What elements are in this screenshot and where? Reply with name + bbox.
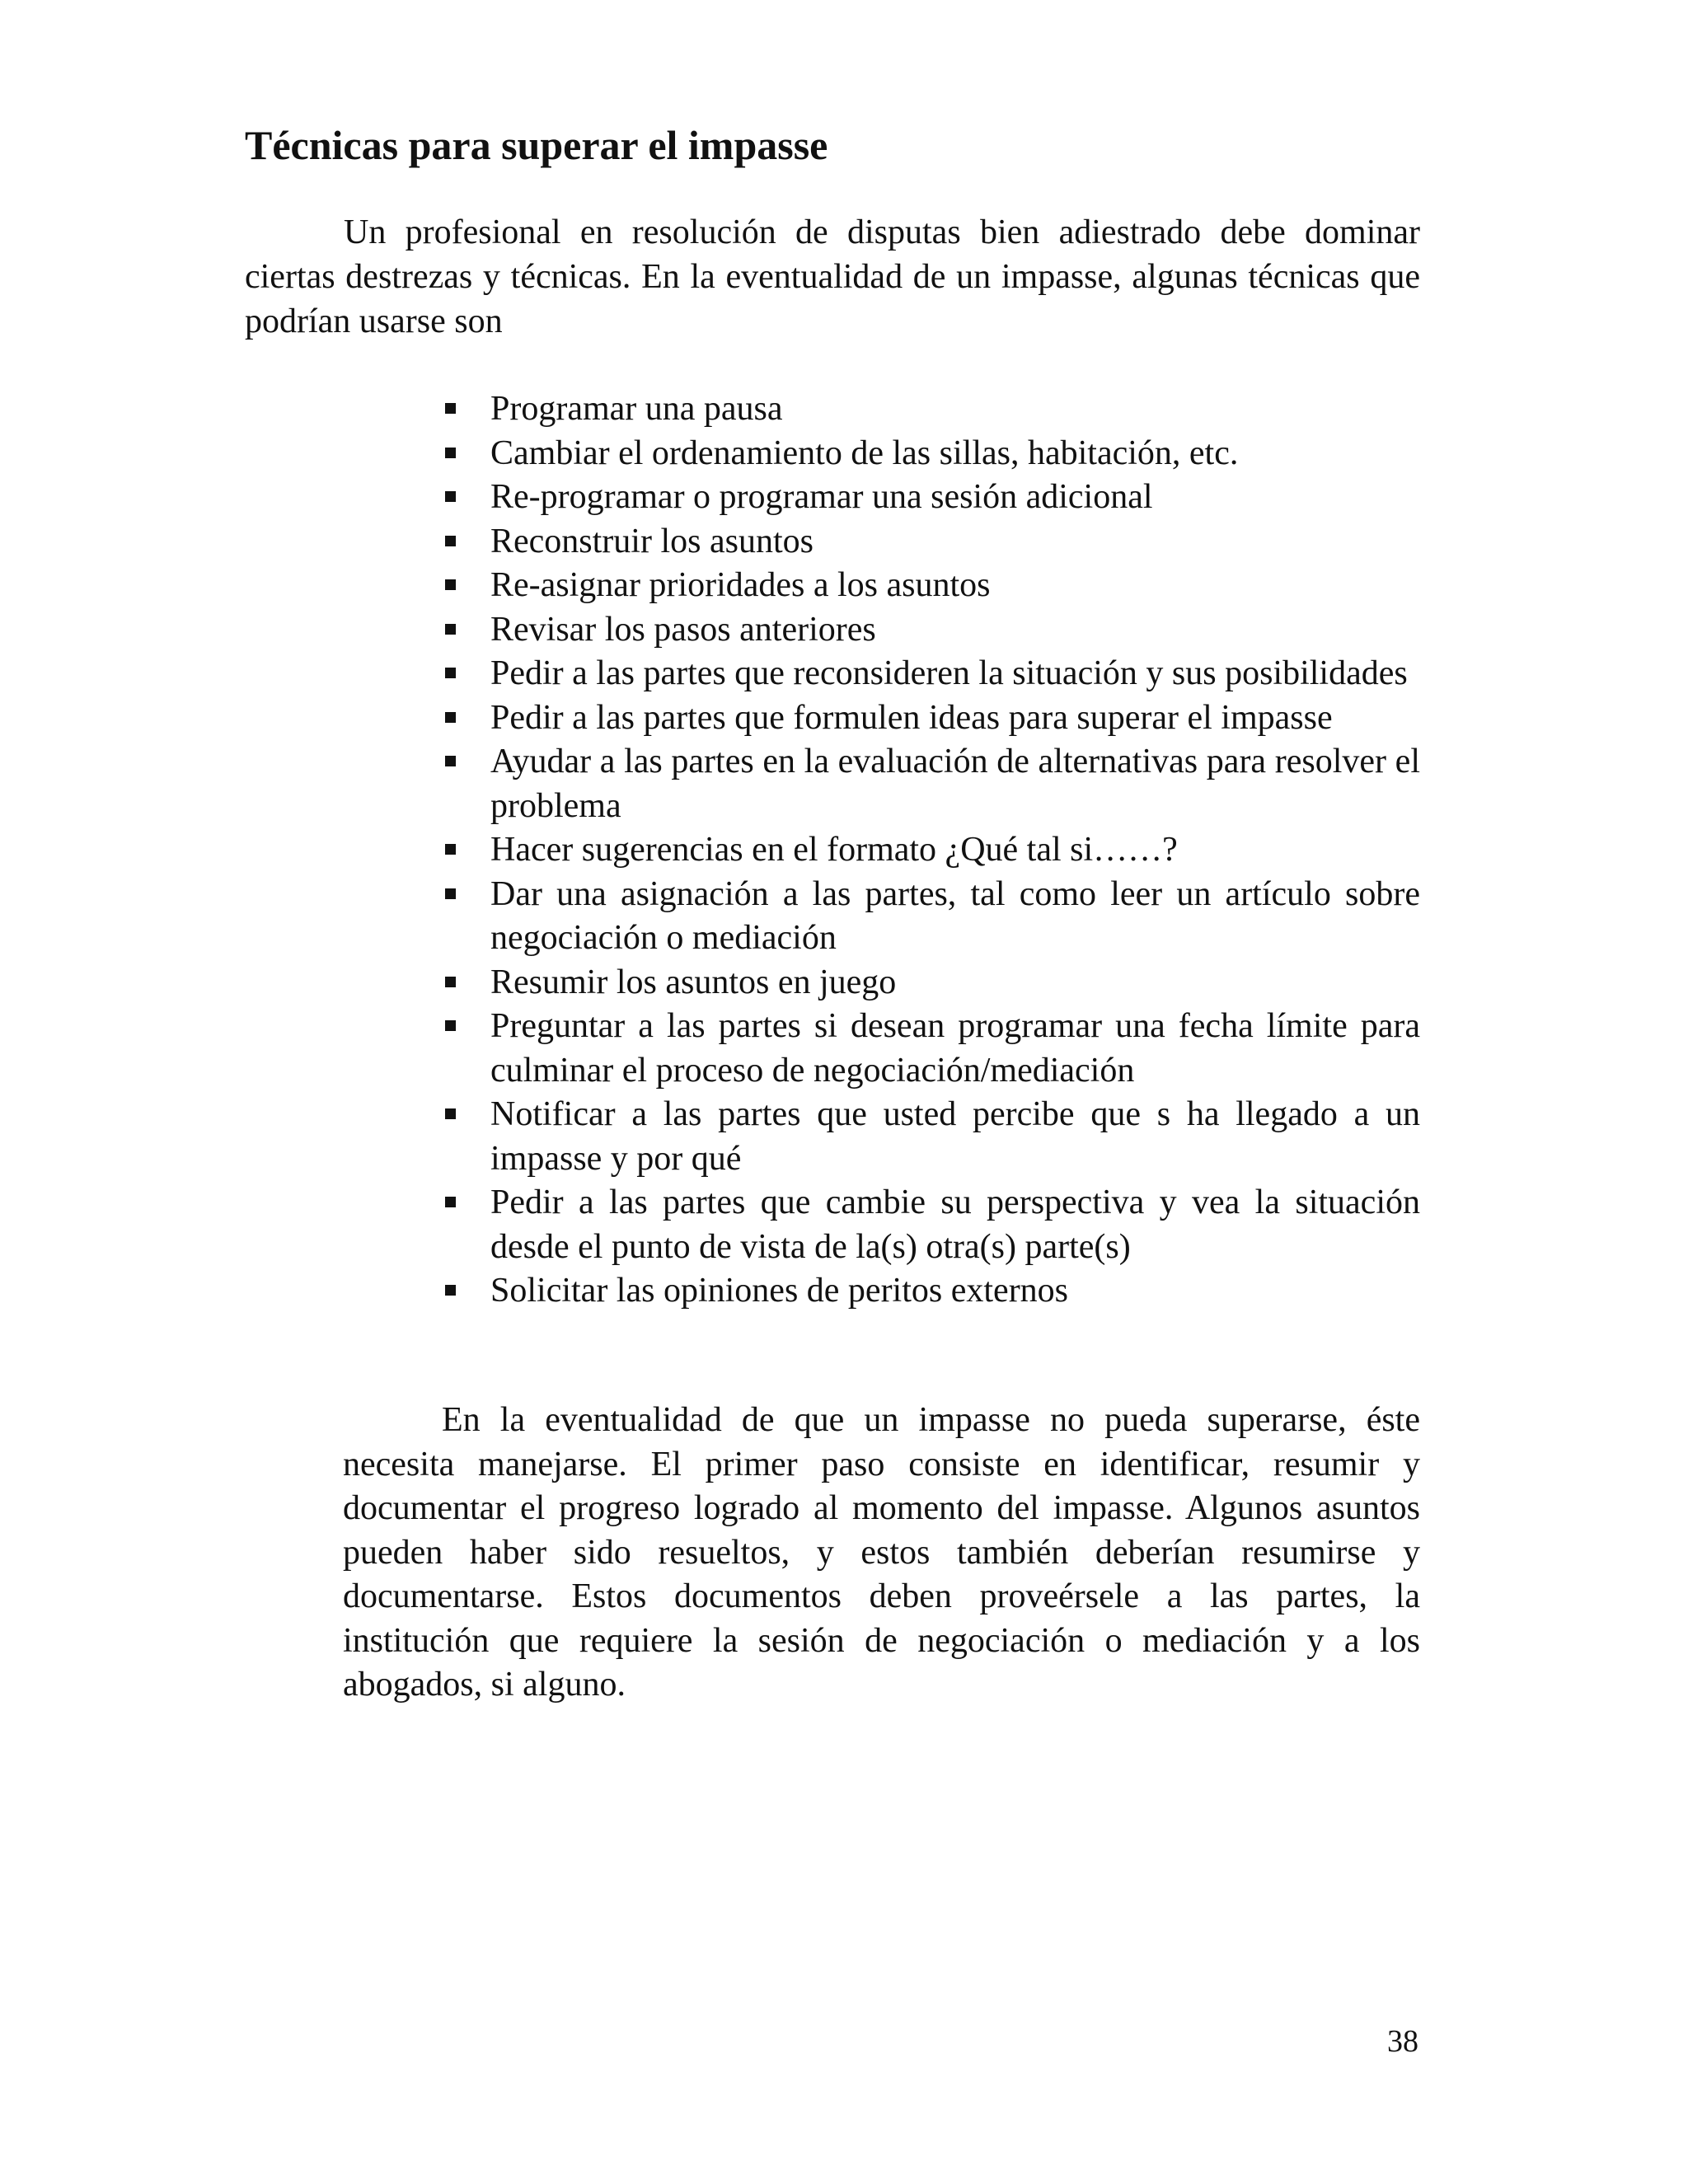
list-item-text: Hacer sugerencias en el formato ¿Qué tal si……? [490,831,1178,869]
list-item-text: Pedir a las partes que formulen ideas para superar el impasse [490,698,1333,737]
page-number: 38 [1387,2024,1418,2059]
list-item [437,432,1420,476]
list-item [437,652,1420,696]
section-title: Técnicas para superar el impasse [245,122,828,168]
square-bullet-icon [445,403,456,414]
list-item-text: Pedir a las partes que reconsideren la situación y sus posibilidades [490,654,1408,692]
list-item-text: Reconstruir los asuntos [490,522,814,560]
square-bullet-icon [445,448,456,458]
list-item-text: Notificar a las partes que usted percibe que s ha llegado a un impasse y por qué [490,1095,1420,1178]
list-item-text: Solicitar las opiniones de peritos externos [490,1272,1069,1310]
list-item-text: Dar una asignación a las partes, tal como leer un artículo sobre negociación o mediación [490,874,1420,957]
list-item-text: Programar una pausa [490,390,783,428]
list-item-text: Ayudar a las partes en la evaluación de alternativas para resolver el problema [490,743,1420,825]
list-item [437,1093,1420,1181]
list-item [437,564,1420,608]
list-item [437,961,1420,1005]
list-item-text: Cambiar el ordenamiento de las sillas, habitación, etc. [490,434,1239,472]
list-item [437,1005,1420,1093]
square-bullet-icon [445,1020,456,1031]
list-item [437,387,1420,432]
square-bullet-icon [445,977,456,987]
square-bullet-icon [445,888,456,899]
techniques-list [437,387,1420,1314]
square-bullet-icon [445,1197,456,1207]
list-item [437,873,1420,961]
square-bullet-icon [445,668,456,678]
list-item-text: Resumir los asuntos en juego [490,963,897,1001]
list-item [437,608,1420,653]
list-item-text: Re-asignar prioridades a los asuntos [490,566,991,604]
square-bullet-icon [445,579,456,590]
square-bullet-icon [445,844,456,855]
list-item [437,476,1420,520]
intro-paragraph: Un profesional en resolución de disputas bien adiestrado debe dominar ciertas destrezas y técnicas. En la eventualidad de un impasse, algunas técnicas que podrían usarse son [245,213,1420,340]
list-item [437,1269,1420,1314]
list-item-text: Preguntar a las partes si desean programar una fecha límite para culminar el proceso de negociación/mediación [490,1007,1420,1090]
list-item-text: Re-programar o programar una sesión adicional [490,478,1153,516]
list-item [437,520,1420,565]
square-bullet-icon [445,712,456,723]
square-bullet-icon [445,1108,456,1119]
list-item-text: Revisar los pasos anteriores [490,610,876,649]
list-item [437,1181,1420,1269]
square-bullet-icon [445,624,456,635]
list-item [437,740,1420,828]
square-bullet-icon [445,491,456,502]
list-item-text: Pedir a las partes que cambie su perspectiva y vea la situación desde el punto de vista de la(s) otra(s) parte(s) [490,1183,1420,1266]
square-bullet-icon [445,1285,456,1296]
square-bullet-icon [445,756,456,766]
list-item [437,828,1420,873]
list-item [437,696,1420,741]
closing-paragraph: En la eventualidad de que un impasse no pueda superarse, éste necesita manejarse. El primer paso consiste en identificar, resumir y documentar el progreso logrado al momento del impasse. Algunos asuntos pueden haber sido resueltos, y estos también deberían resumirse y documentarse. Estos documentos deben proveérsele a las partes, la institución que requiere la sesión de negociación o mediación y a los abogados, si alguno. [343,1401,1420,1704]
square-bullet-icon [445,536,456,546]
